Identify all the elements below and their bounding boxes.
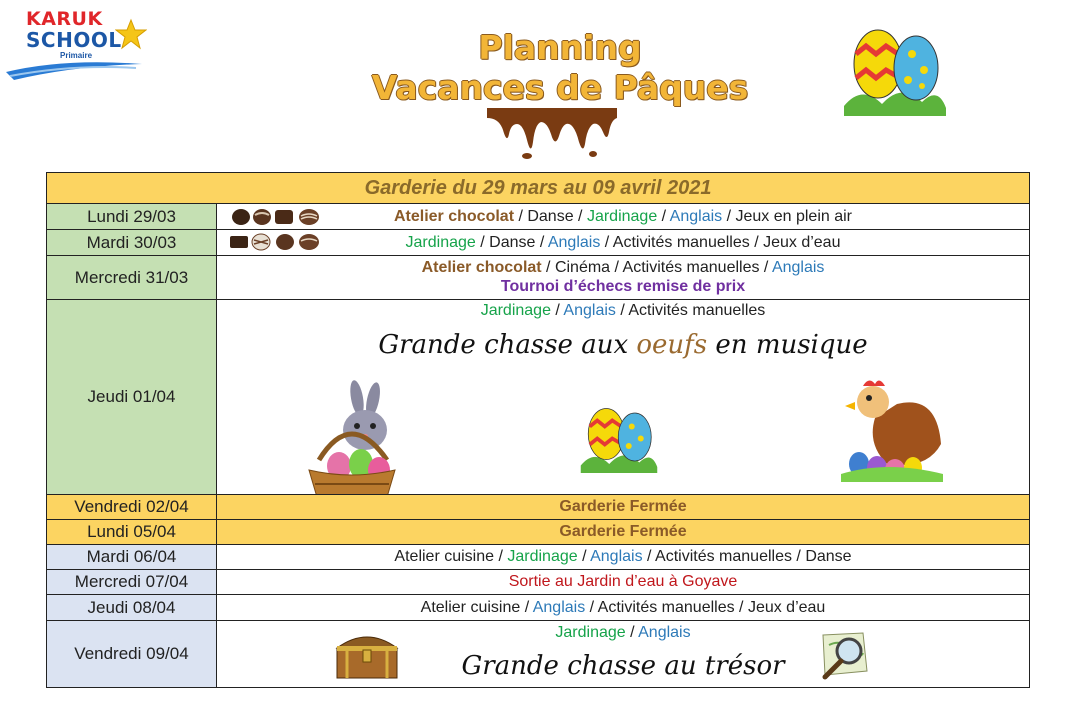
activity-chocolat: Atelier chocolat bbox=[393, 208, 515, 225]
activity-jardinage: Jardinage bbox=[480, 302, 551, 319]
chocolate-drip-icon bbox=[487, 108, 617, 160]
day-cell: Vendredi 09/04 bbox=[47, 621, 217, 687]
activity-text: / Activités manuelles / Jeux d’eau bbox=[585, 599, 826, 616]
outing-line: Sortie au Jardin d’eau à Goyave bbox=[508, 573, 738, 590]
day-cell: Mercredi 31/03 bbox=[47, 256, 217, 299]
day-cell: Jeudi 08/04 bbox=[47, 595, 217, 620]
treasure-chest-icon bbox=[333, 628, 401, 680]
logo-line1: KARUK bbox=[26, 8, 103, 30]
table-row bbox=[47, 620, 1029, 687]
table-row bbox=[47, 203, 1029, 229]
logo-swoosh bbox=[4, 54, 144, 84]
event-oeufs: oeufs bbox=[636, 330, 708, 360]
activity-anglais: Anglais bbox=[563, 302, 616, 319]
easter-eggs-icon bbox=[842, 24, 948, 120]
activity-cell bbox=[217, 256, 1029, 299]
tournament-line: Tournoi d’échecs remise de prix bbox=[500, 278, 746, 295]
activity-cell bbox=[217, 570, 1029, 594]
activity-text: / Cinéma / Activités manuelles / bbox=[541, 259, 772, 276]
activity-anglais: Anglais bbox=[638, 624, 691, 641]
table-row bbox=[47, 544, 1029, 569]
activity-line bbox=[217, 599, 1029, 617]
event-text: en musique bbox=[707, 330, 868, 360]
activity-chocolat: Atelier chocolat bbox=[421, 259, 542, 276]
activity-text: / Danse / bbox=[514, 208, 587, 225]
activity-cell bbox=[217, 230, 1029, 255]
table-row bbox=[47, 255, 1029, 299]
title-line2: Vacances de Pâques bbox=[371, 68, 749, 107]
day-cell: Vendredi 02/04 bbox=[47, 495, 217, 519]
activity-text: / bbox=[577, 548, 591, 565]
activity-text: / bbox=[625, 624, 639, 641]
activity-line bbox=[217, 548, 1029, 566]
activity-jardinage: Jardinage bbox=[507, 548, 578, 565]
event-title bbox=[217, 330, 1029, 360]
school-logo bbox=[4, 6, 146, 84]
table-row bbox=[47, 494, 1029, 519]
activity-line bbox=[217, 259, 1029, 277]
activity-cell bbox=[217, 621, 1029, 687]
activity-text: / Activités manuelles / Jeux d’eau bbox=[600, 234, 841, 251]
day-cell: Lundi 29/03 bbox=[47, 204, 217, 229]
activity-line bbox=[217, 208, 1029, 226]
day-cell: Lundi 05/04 bbox=[47, 520, 217, 544]
day-cell: Mardi 30/03 bbox=[47, 230, 217, 255]
activity-text: / Danse / bbox=[475, 234, 548, 251]
activity-cell bbox=[217, 595, 1029, 620]
activity-anglais: Anglais bbox=[532, 599, 586, 616]
activity-anglais: Anglais bbox=[771, 259, 825, 276]
table-row bbox=[47, 229, 1029, 255]
page-title bbox=[330, 28, 790, 108]
activity-text: / Activités manuelles bbox=[615, 302, 766, 319]
closed-label: Garderie Fermée bbox=[559, 523, 687, 540]
table-header: Garderie du 29 mars au 09 avril 2021 bbox=[47, 173, 1029, 203]
title-line1: Planning bbox=[478, 28, 642, 67]
day-cell: Mercredi 07/04 bbox=[47, 570, 217, 594]
day-cell: Jeudi 01/04 bbox=[47, 300, 217, 494]
table-row bbox=[47, 594, 1029, 620]
event-title: Grande chasse au trésor bbox=[461, 651, 785, 681]
activity-cell bbox=[217, 204, 1029, 229]
closed-label: Garderie Fermée bbox=[559, 498, 687, 515]
activity-cell bbox=[217, 545, 1029, 569]
activity-text: / Jeux en plein air bbox=[722, 208, 853, 225]
activity-text: / Activités manuelles / Danse bbox=[642, 548, 852, 565]
table-row bbox=[47, 569, 1029, 594]
activity-anglais: Anglais bbox=[590, 548, 643, 565]
activity-anglais: Anglais bbox=[669, 208, 723, 225]
table-row bbox=[47, 519, 1029, 544]
logo-line3: Primaire bbox=[60, 51, 93, 60]
activity-jardinage: Jardinage bbox=[586, 208, 658, 225]
activity-cell bbox=[217, 495, 1029, 519]
activity-cell bbox=[217, 300, 1029, 494]
hen-icon bbox=[837, 374, 947, 484]
table-row bbox=[47, 299, 1029, 494]
day-cell: Mardi 06/04 bbox=[47, 545, 217, 569]
activity-text: Atelier cuisine / bbox=[420, 599, 533, 616]
activity-anglais: Anglais bbox=[547, 234, 601, 251]
star-icon bbox=[115, 18, 147, 50]
activity-line bbox=[217, 234, 1029, 252]
activity-jardinage: Jardinage bbox=[555, 624, 626, 641]
activity-text: / bbox=[657, 208, 670, 225]
easter-eggs-icon bbox=[579, 404, 659, 476]
magnifier-map-icon bbox=[817, 629, 873, 681]
activity-line bbox=[217, 302, 1029, 320]
planning-table bbox=[46, 172, 1030, 688]
event-text: Grande chasse aux bbox=[378, 330, 637, 360]
activity-text: / bbox=[550, 302, 564, 319]
activity-jardinage: Jardinage bbox=[405, 234, 476, 251]
logo-line2: SCHOOL bbox=[26, 28, 122, 52]
activity-text: Atelier cuisine / bbox=[394, 548, 508, 565]
activity-cell bbox=[217, 520, 1029, 544]
